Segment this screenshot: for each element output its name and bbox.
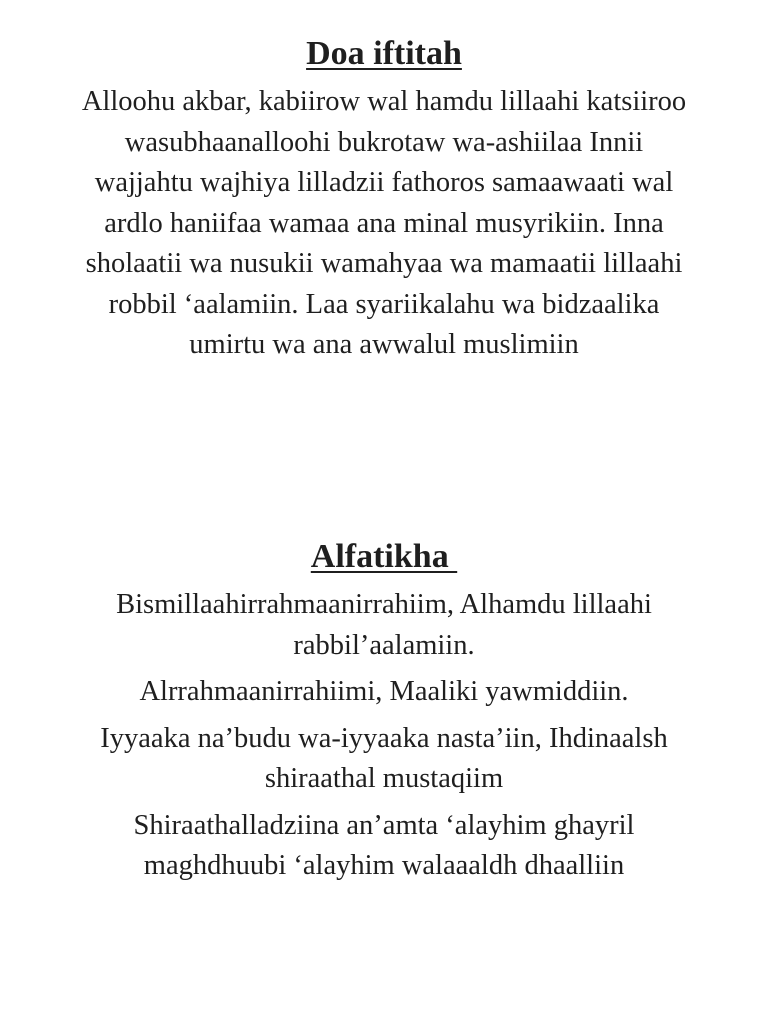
doa-iftitah-section bbox=[0, 30, 768, 366]
alfatikha-verse: Shiraathalladziina an’amta ‘alayhim ghayril maghdhuubi ‘alayhim walaaaldh dhaalliin bbox=[133, 809, 635, 881]
alfatikha-verse: Alrrahmaanirrahiimi, Maaliki yawmiddiin. bbox=[139, 676, 629, 707]
doa-iftitah-title: Doa iftitah bbox=[306, 35, 462, 72]
alfatikha-title: Alfatikha bbox=[310, 538, 458, 575]
alfatikha-section bbox=[0, 533, 768, 893]
alfatikha-verse: Iyyaaka na’budu wa-iyyaaka nasta’iin, Ihdinaalsh shiraathal mustaqiim bbox=[100, 722, 668, 794]
doa-iftitah-text: Alloohu akbar, kabiirow wal hamdu lillaahi katsiiroo wasubhaanalloohi bukrotaw wa-ashiilaa Innii wajjahtu wajhiya lilladzii fathoros samaawaati wal ardlo haniifaa wamaa ana minal musyrikiin. Inna sholaatii wa nusukii wamahyaa wa mamaatii lillaahi robbil ‘aalamiin. Laa syariikalahu wa bidzaalika umirtu wa ana awwalul muslimiin bbox=[81, 86, 687, 360]
alfatikha-verse: Bismillaahirrahmaanirrahiim, Alhamdu lillaahi rabbil’aalamiin. bbox=[116, 589, 652, 661]
